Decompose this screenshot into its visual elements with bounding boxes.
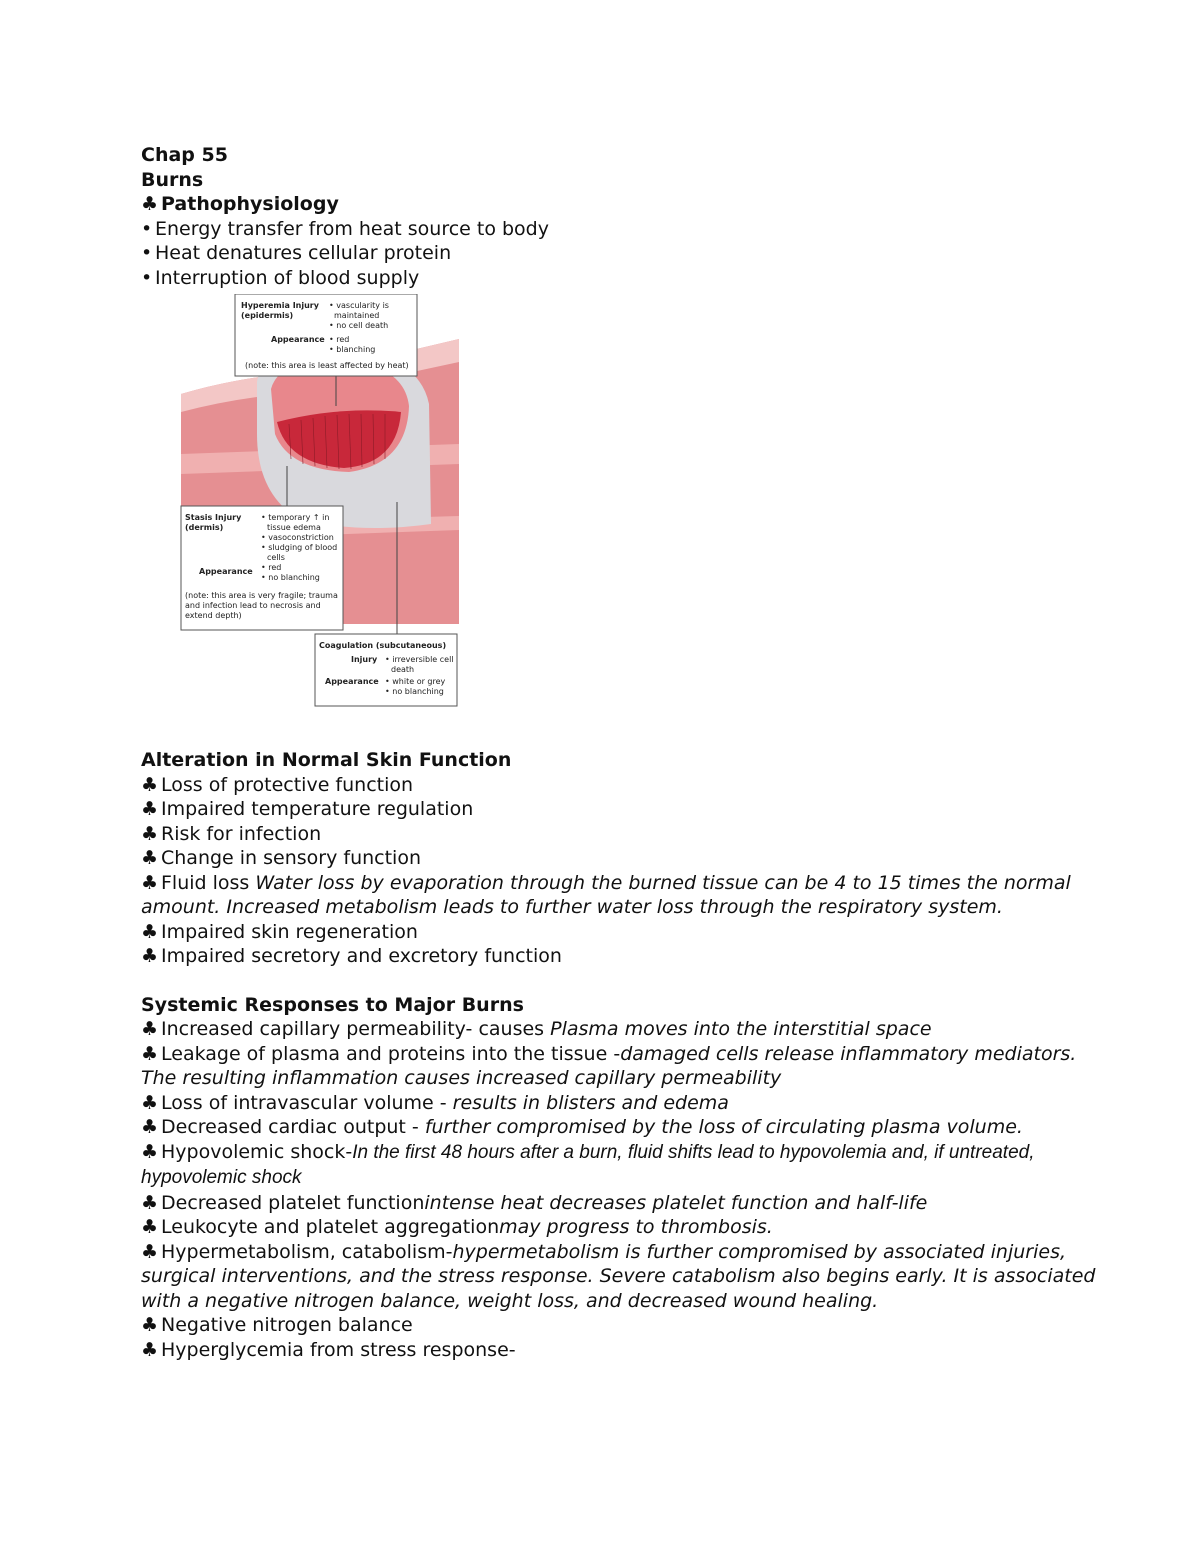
hyperemia-sub: (epidermis) <box>241 311 294 320</box>
coagulation-appearance: • no blanching <box>385 687 444 696</box>
hyperemia-note: (note: this area is least affected by heat) <box>245 361 409 370</box>
list-item: • Energy transfer from heat source to body <box>141 217 549 240</box>
hyperemia-injury: • vascularity is <box>329 301 389 310</box>
hyperemia-appearance: • blanching <box>329 345 376 354</box>
club-icon: ♣ <box>141 1140 159 1163</box>
club-icon: ♣ <box>141 773 159 796</box>
club-icon: ♣ <box>141 847 159 869</box>
bullet-icon: • <box>141 266 153 289</box>
list-item: ♣ Leakage of plasma and proteins into the tissue -damaged cells release inflammatory mediators. The resulting inflammation causes increased capillary permeability <box>141 1042 1077 1089</box>
list-item: ♣ Increased capillary permeability- causes Plasma moves into the interstitial space <box>141 1018 932 1040</box>
stasis-note: (note: this area is very fragile; trauma <box>185 591 338 600</box>
list-item: ♣ Leukocyte and platelet aggregationmay progress to thrombosis. <box>141 1216 773 1238</box>
section-heading-alteration: Alteration in Normal Skin Function <box>141 749 512 771</box>
bullet-icon: • <box>141 242 153 264</box>
hyperemia-title: Hyperemia Injury <box>241 301 319 310</box>
list-item: ♣ Impaired temperature regulation <box>141 798 474 820</box>
burn-zones-diagram <box>179 294 479 724</box>
stasis-note: extend depth) <box>185 611 242 620</box>
stasis-injury: cells <box>267 553 285 562</box>
club-icon: ♣ <box>141 1116 159 1138</box>
list-item: ♣ Impaired skin regeneration <box>141 920 418 943</box>
club-icon: ♣ <box>141 1018 159 1040</box>
chapter-label: Chap 55 <box>141 144 228 166</box>
hyperemia-appearance: • red <box>329 335 350 344</box>
list-item: ♣ Hyperglycemia from stress response- <box>141 1338 516 1361</box>
stasis-appearance-label: Appearance <box>199 567 253 576</box>
hyperemia-injury: • no cell death <box>329 321 389 330</box>
burn-zones-illustration <box>179 294 479 724</box>
list-item: ♣ Hypovolemic shock-In the first 48 hours after a burn, fluid shifts lead to hypovolemia and, if untreated, hypovolemic shock <box>141 1140 1035 1188</box>
club-icon: ♣ <box>141 1091 159 1114</box>
list-item: ♣ Hypermetabolism, catabolism-hypermetabolism is further compromised by associated injuries, surgical interventions, and the stress response. Severe catabolism also begins early. It is associated with a negative nitrogen balance, weight loss, and decreased wound healing. <box>141 1240 1096 1312</box>
club-icon: ♣ <box>141 871 159 894</box>
club-icon: ♣ <box>141 945 159 967</box>
list-item: ♣ Change in sensory function <box>141 847 422 869</box>
stasis-sub: (dermis) <box>185 523 224 532</box>
stasis-note: and infection lead to necrosis and <box>185 601 321 610</box>
stasis-appearance: • red <box>261 563 282 572</box>
coagulation-appearance-label: Appearance <box>325 677 379 686</box>
club-icon: ♣ <box>141 1240 159 1263</box>
club-icon: ♣ <box>141 1338 159 1361</box>
club-icon: ♣ <box>141 193 159 215</box>
stasis-injury: • temporary ↑ in <box>261 513 330 522</box>
list-item: ♣ Fluid loss Water loss by evaporation through the burned tissue can be 4 to 15 times the normal amount. Increased metabolism leads to further water loss through the respiratory system. <box>141 871 1071 918</box>
stasis-title: Stasis Injury <box>185 513 242 522</box>
list-item: ♣ Negative nitrogen balance <box>141 1314 413 1336</box>
page-title: Burns <box>141 168 204 191</box>
bullet-icon: • <box>141 217 153 240</box>
coagulation-injury-label: Injury <box>351 655 378 664</box>
club-icon: ♣ <box>141 1216 159 1238</box>
list-item: ♣ Decreased cardiac output - further compromised by the loss of circulating plasma volume. <box>141 1116 1023 1138</box>
list-item: ♣ Impaired secretory and excretory function <box>141 945 562 967</box>
club-icon: ♣ <box>141 822 159 845</box>
club-icon: ♣ <box>141 1042 159 1065</box>
coagulation-title: Coagulation (subcutaneous) <box>319 641 447 650</box>
section-heading-systemic: Systemic Responses to Major Burns <box>141 993 524 1016</box>
document-page <box>141 143 1101 1362</box>
list-item: ♣ Decreased platelet functionintense heat decreases platelet function and half-life <box>141 1191 928 1214</box>
club-icon: ♣ <box>141 1191 159 1214</box>
list-item: • Heat denatures cellular protein <box>141 242 452 264</box>
section-heading-pathophysiology: ♣ Pathophysiology <box>141 193 339 215</box>
coagulation-appearance: • white or grey <box>385 677 446 686</box>
list-item: ♣ Loss of protective function <box>141 773 414 796</box>
stasis-injury: • vasoconstriction <box>261 533 334 542</box>
list-item: • Interruption of blood supply <box>141 266 420 289</box>
list-item: ♣ Loss of intravascular volume - results in blisters and edema <box>141 1091 729 1114</box>
club-icon: ♣ <box>141 920 159 943</box>
coagulation-injury: death <box>391 665 415 674</box>
stasis-injury: • sludging of blood <box>261 543 338 552</box>
stasis-injury: tissue edema <box>267 523 321 532</box>
hyperemia-injury: maintained <box>334 311 380 320</box>
coagulation-injury: • irreversible cell <box>385 655 454 664</box>
stasis-appearance: • no blanching <box>261 573 320 582</box>
hyperemia-appearance-label: Appearance <box>271 335 325 344</box>
list-item: ♣ Risk for infection <box>141 822 322 845</box>
club-icon: ♣ <box>141 1314 159 1336</box>
club-icon: ♣ <box>141 798 159 820</box>
